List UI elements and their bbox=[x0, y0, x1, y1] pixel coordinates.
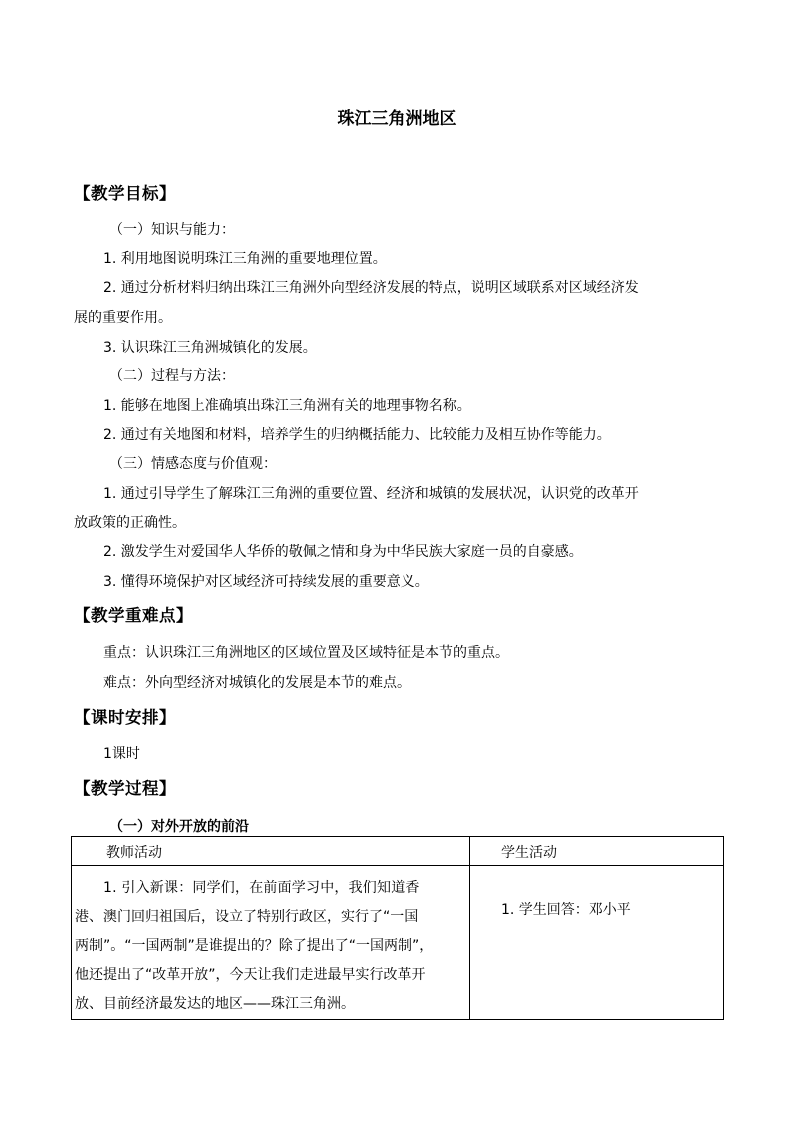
goals-emotion-item-2: 2. 激发学生对爱国华人华侨的敬佩之情和身为中华民族大家庭一员的自豪感。 bbox=[103, 544, 583, 560]
goals-emotion-item-1-cont: 放政策的正确性。 bbox=[74, 515, 186, 531]
page-title: 珠江三角洲地区 bbox=[337, 109, 457, 129]
goals-emotion-item-3: 3. 懂得环境保护对区域经济可持续发展的重要意义。 bbox=[103, 574, 429, 590]
teacher-line-4: 他还提出了“改革开放”，今天让我们走进最早实行改革开 bbox=[75, 967, 426, 983]
goals-knowledge-item-2-cont: 展的重要作用。 bbox=[74, 310, 172, 326]
teacher-activity-cell bbox=[72, 866, 470, 1020]
student-column-label: 学生活动 bbox=[501, 845, 557, 861]
activity-table bbox=[71, 836, 724, 1020]
table-header-teacher bbox=[72, 837, 470, 866]
goals-knowledge-item-3: 3. 认识珠江三角洲城镇化的发展。 bbox=[103, 340, 317, 356]
goals-knowledge-heading: （一）知识与能力： bbox=[109, 222, 235, 238]
goals-method-heading: （二）过程与方法： bbox=[109, 368, 235, 384]
teacher-column-label: 教师活动 bbox=[106, 845, 162, 861]
teacher-line-3: 两制”。“一国两制”是谁提出的？除了提出了“一国两制”， bbox=[75, 938, 434, 954]
key-difficulty: 难点：外向型经济对城镇化的发展是本节的难点。 bbox=[103, 675, 411, 691]
goals-knowledge-item-2: 2. 通过分析材料归纳出珠江三角洲外向型经济发展的特点，说明区域联系对区域经济发 bbox=[103, 280, 639, 296]
schedule-text: 1课时 bbox=[103, 746, 140, 762]
section-heading-key: 【教学重难点】 bbox=[74, 606, 193, 625]
goals-method-item-1: 1. 能够在地图上准确填出珠江三角洲有关的地理事物名称。 bbox=[103, 398, 471, 414]
section-heading-goals: 【教学目标】 bbox=[74, 184, 176, 203]
table-header-row bbox=[72, 837, 724, 866]
table-header-student bbox=[470, 837, 724, 866]
section-heading-process: 【教学过程】 bbox=[74, 779, 176, 798]
goals-method-item-2: 2. 通过有关地图和材料，培养学生的归纳概括能力、比较能力及相互协作等能力。 bbox=[103, 427, 611, 443]
goals-emotion-item-1: 1. 通过引导学生了解珠江三角洲的重要位置、经济和城镇的发展状况，认识党的改革开 bbox=[103, 486, 639, 502]
teacher-line-1: 1. 引入新课：同学们，在前面学习中，我们知道香 bbox=[103, 880, 420, 896]
key-focus: 重点：认识珠江三角洲地区的区域位置及区域特征是本节的重点。 bbox=[103, 645, 509, 661]
teacher-line-2: 港、澳门回归祖国后，设立了特别行政区，实行了“一国 bbox=[75, 909, 419, 925]
goals-emotion-heading: （三）情感态度与价值观： bbox=[109, 456, 277, 472]
section-heading-schedule: 【课时安排】 bbox=[74, 708, 176, 727]
student-activity-cell bbox=[470, 866, 724, 1020]
student-activity-text: 1. 学生回答：邓小平 bbox=[501, 902, 631, 918]
goals-knowledge-item-1: 1. 利用地图说明珠江三角洲的重要地理位置。 bbox=[103, 251, 387, 267]
table-row bbox=[72, 866, 724, 1020]
process-subtitle: （一）对外开放的前沿 bbox=[109, 819, 249, 835]
teacher-line-5: 放、目前经济最发达的地区——珠江三角洲。 bbox=[75, 996, 355, 1012]
